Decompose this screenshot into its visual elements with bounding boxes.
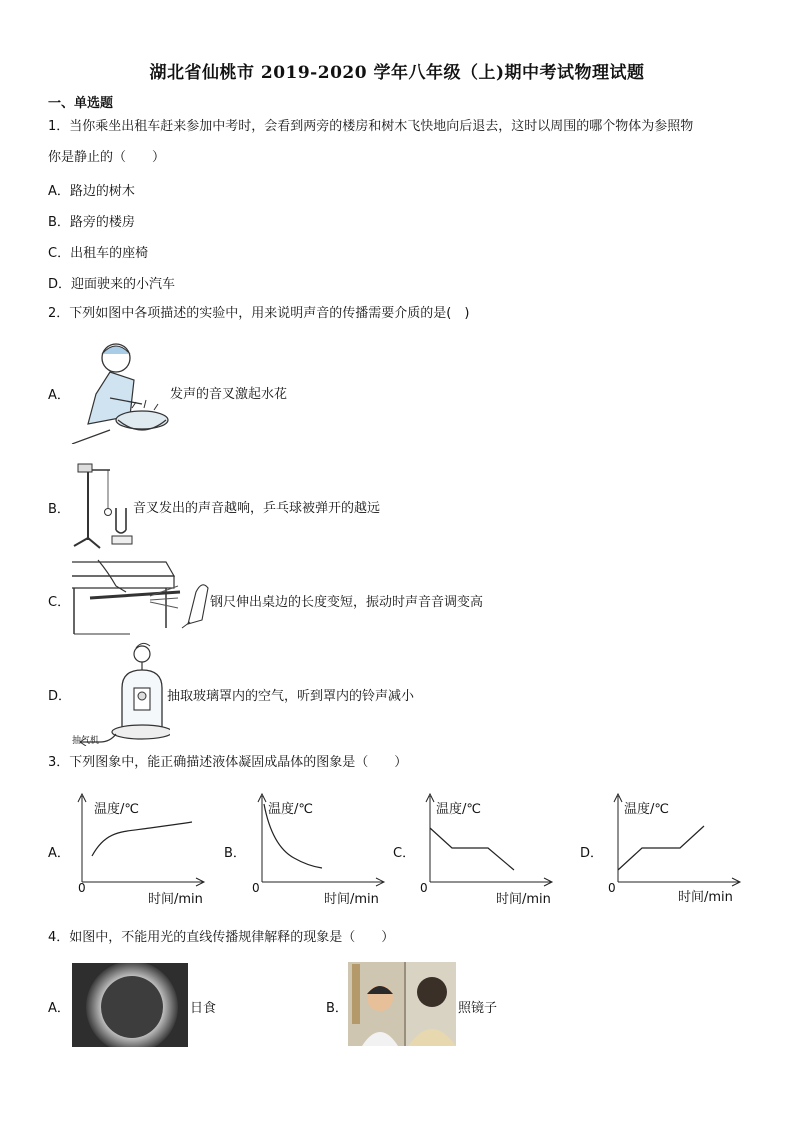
q2-option-d-label: D．: [48, 689, 72, 704]
graph-a-curve: [92, 822, 192, 856]
question-2-text: 2．下列如图中各项描述的实验中，用来说明声音的传播需要介质的是( ): [48, 306, 470, 321]
graph-c-line: [430, 828, 514, 870]
q3-option-a-label: A．: [48, 846, 70, 861]
q1-option-a: A．路边的树木: [48, 184, 135, 199]
graph-a-ylabel: 温度/℃: [94, 802, 139, 817]
graph-a-xlabel: 时间/min: [148, 892, 203, 907]
question-4-text: 4．如图中，不能用光的直线传播规律解释的现象是（ ）: [48, 930, 395, 945]
bell-jar-figure: [70, 640, 170, 746]
graph-a-origin: 0: [78, 881, 86, 895]
graph-b-origin: 0: [252, 881, 260, 895]
q2-option-c-caption: 钢尺伸出桌边的长度变短，振动时声音音调变高: [210, 595, 484, 610]
q1-option-b: B．路旁的楼房: [48, 215, 135, 230]
q2-option-a-label: A．: [48, 388, 70, 403]
graph-d-xlabel: 时间/min: [678, 890, 733, 905]
section-heading: 一、单选题: [48, 96, 114, 111]
page-title: 湖北省仙桃市 2019-2020 学年八年级（上)期中考试物理试题: [149, 63, 645, 83]
q2-option-c-label: C．: [48, 595, 71, 610]
graph-c-ylabel: 温度/℃: [436, 802, 481, 817]
question-1-line-2: 你是静止的（ ）: [48, 150, 166, 165]
q2-option-d-caption: 抽取玻璃罩内的空气，听到罩内的铃声减小: [167, 689, 415, 704]
q1-option-d: D．迎面驶来的小汽车: [48, 277, 176, 292]
q3-option-b-label: B．: [224, 846, 246, 861]
q4-option-a-label: A．: [48, 1001, 70, 1016]
graph-c-origin: 0: [420, 881, 428, 895]
pingpong-tuning-fork-figure: [70, 460, 142, 552]
graph-d-line: [618, 826, 704, 870]
q1-option-c: C．出租车的座椅: [48, 246, 149, 261]
ruler-desk-figure: [70, 558, 210, 638]
graph-d-origin: 0: [608, 881, 616, 895]
mirror-children-image: [348, 962, 456, 1046]
graph-c-xlabel: 时间/min: [496, 892, 551, 907]
q3-option-c-label: C．: [393, 846, 416, 861]
pump-label: 抽气机: [72, 736, 100, 746]
graph-b-ylabel: 温度/℃: [268, 802, 313, 817]
q3-option-d-label: D．: [580, 846, 604, 861]
question-3-text: 3．下列图象中，能正确描述液体凝固成晶体的图象是（ ）: [48, 755, 408, 770]
q2-option-b-caption: 音叉发出的声音越响，乒乓球被弹开的越远: [133, 501, 381, 516]
question-1-line-1: 1．当你乘坐出租车赶来参加中考时，会看到两旁的楼房和树木飞快地向后退去，这时以周围的哪个物体为参照物: [48, 119, 694, 134]
graph-d-ylabel: 温度/℃: [624, 802, 669, 817]
q2-option-b-label: B．: [48, 502, 70, 517]
q4-option-a-caption: 日食: [190, 1001, 217, 1016]
q4-option-b-label: B．: [326, 1001, 348, 1016]
solar-eclipse-image: [72, 963, 188, 1047]
q2-option-a-caption: 发声的音叉激起水花: [170, 387, 288, 402]
q4-option-b-caption: 照镜子: [458, 1001, 498, 1016]
graph-b-xlabel: 时间/min: [324, 892, 379, 907]
tuning-fork-water-figure: [70, 336, 170, 444]
